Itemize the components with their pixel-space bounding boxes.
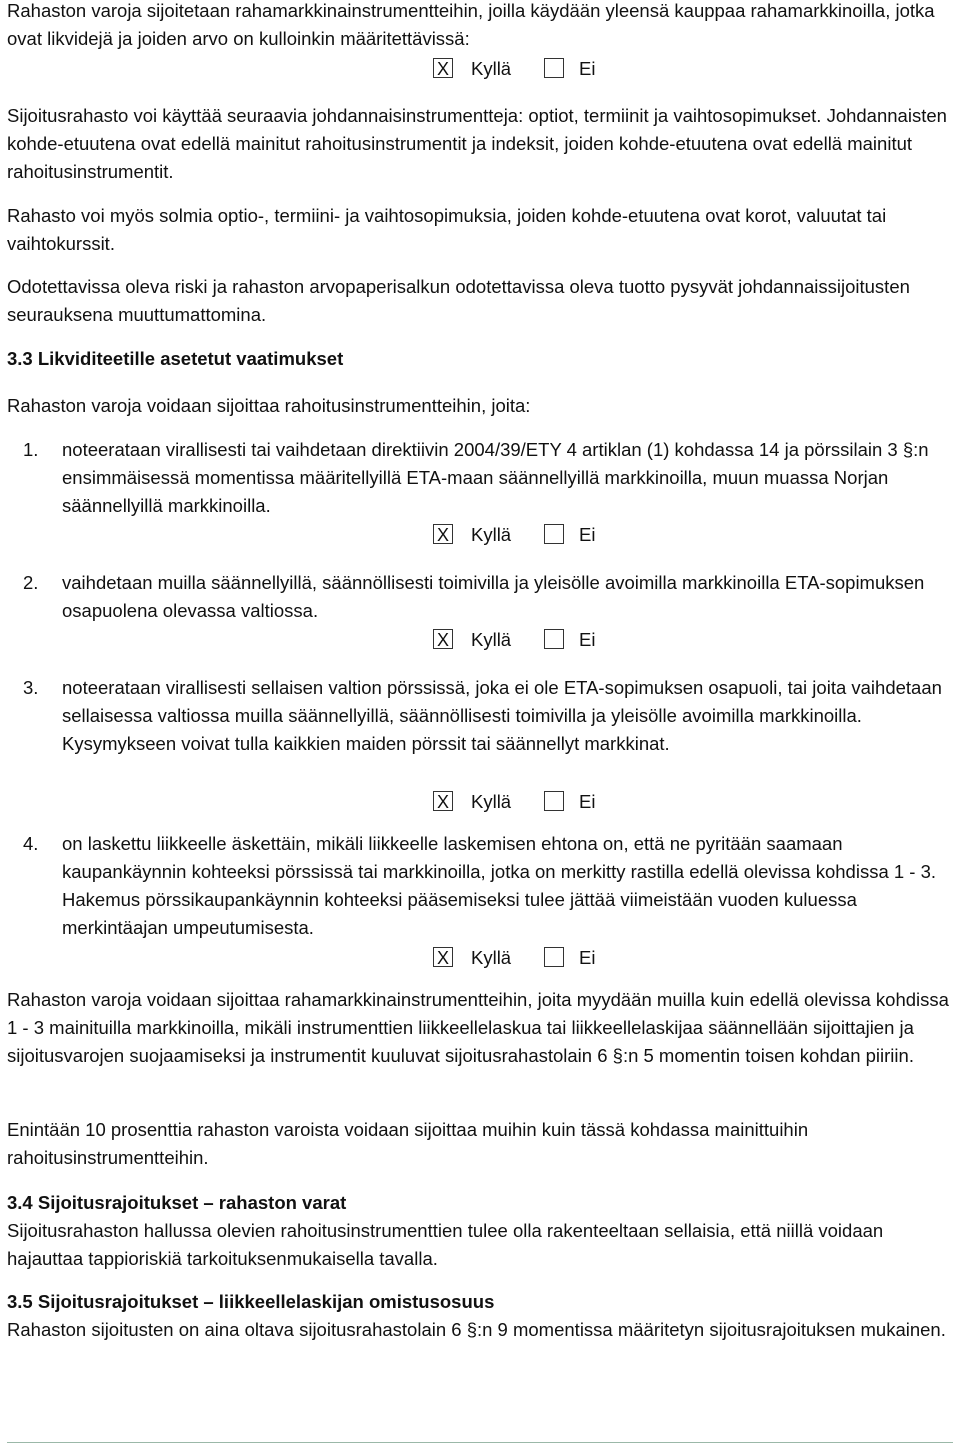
no-label: Ei bbox=[579, 791, 596, 812]
section-3-3-lead: Rahaston varoja voidaan sijoittaa rahoitusinstrumentteihin, joita: bbox=[7, 395, 531, 416]
intro-paragraph-1: Rahaston varoja sijoitetaan rahamarkkinainstrumentteihin, joilla käydään yleensä kauppaa rahamarkkinoilla, jotka ovat likvidejä ja joiden arvo on kulloinkin määritettävissä: bbox=[7, 0, 935, 49]
no-label: Ei bbox=[579, 629, 596, 650]
no-checkbox[interactable] bbox=[544, 629, 564, 649]
yes-checkbox[interactable]: X bbox=[433, 791, 453, 811]
section-3-5-heading: 3.5 Sijoitusrajoitukset – liikkeellelaskijan omistusosuus bbox=[7, 1291, 495, 1312]
checkbox-row-item-3 bbox=[433, 791, 633, 815]
intro-paragraph-4: Odotettavissa oleva riski ja rahaston arvopaperisalkun odotettavissa oleva tuotto pysyvät johdannaissijoitusten seurauksena muuttumattomina. bbox=[7, 276, 910, 325]
yes-label: Kyllä bbox=[471, 524, 512, 545]
no-checkbox[interactable] bbox=[544, 524, 564, 544]
yes-label: Kyllä bbox=[471, 58, 512, 79]
yes-label: Kyllä bbox=[471, 791, 512, 812]
no-checkbox[interactable] bbox=[544, 58, 564, 78]
intro-paragraph-2: Sijoitusrahasto voi käyttää seuraavia johdannaisinstrumentteja: optiot, termiinit ja vaihtosopimukset. Johdannaisten kohde-etuutena ovat edellä mainitut rahoitusinstrumentit ja indeksit, joiden kohde-etuutena ovat edellä mainitut rahoitusinstrumentit. bbox=[7, 105, 947, 182]
yes-checkbox[interactable]: X bbox=[433, 58, 453, 78]
no-checkbox[interactable] bbox=[544, 791, 564, 811]
checkbox-row-money-market bbox=[433, 58, 633, 82]
checkbox-row-item-1 bbox=[433, 524, 633, 548]
section-3-3-heading: 3.3 Likviditeetille asetetut vaatimukset bbox=[7, 348, 344, 369]
yes-label: Kyllä bbox=[471, 947, 512, 968]
yes-checkbox[interactable]: X bbox=[433, 629, 453, 649]
section-3-3-paragraph-after-1: Rahaston varoja voidaan sijoittaa rahamarkkinainstrumentteihin, joita myydään muilla kuin edellä olevissa kohdissa 1 - 3 mainituilla markkinoilla, mikäli instrumenttien liikkeellelaskua tai liikkeellelaskijaa säännellään sijoittajien ja sijoitusvarojen suojaamiseksi ja instrumentit kuuluvat sijoitusrahastolain 6 §:n 5 momentin toisen kohdan piiriin. bbox=[7, 989, 949, 1066]
yes-checkbox[interactable]: X bbox=[433, 947, 453, 967]
no-label: Ei bbox=[579, 58, 596, 79]
checkbox-row-item-2 bbox=[433, 629, 633, 653]
yes-checkbox[interactable]: X bbox=[433, 524, 453, 544]
no-label: Ei bbox=[579, 524, 596, 545]
yes-label: Kyllä bbox=[471, 629, 512, 650]
section-3-3-paragraph-after-2: Enintään 10 prosenttia rahaston varoista voidaan sijoittaa muihin kuin tässä kohdassa mainittuihin rahoitusinstrumentteihin. bbox=[7, 1119, 809, 1168]
intro-paragraph-3: Rahasto voi myös solmia optio-, termiini- ja vaihtosopimuksia, joiden kohde-etuutena ovat korot, valuutat tai vaihtokurssit. bbox=[7, 205, 887, 254]
no-label: Ei bbox=[579, 947, 596, 968]
no-checkbox[interactable] bbox=[544, 947, 564, 967]
checkbox-row-item-4 bbox=[433, 947, 633, 971]
section-3-4-text: Sijoitusrahaston hallussa olevien rahoitusinstrumenttien tulee olla rakenteeltaan sellaisia, että niillä voidaan hajauttaa tappioriskiä tarkoituksenmukaisella tavalla. bbox=[7, 1220, 884, 1269]
footer-divider bbox=[7, 1442, 953, 1443]
section-3-4-heading: 3.4 Sijoitusrajoitukset – rahaston varat bbox=[7, 1192, 347, 1213]
section-3-5-text: Rahaston sijoitusten on aina oltava sijoitusrahastolain 6 §:n 9 momentissa määritetyn sijoitusrajoituksen mukainen. bbox=[7, 1319, 946, 1340]
